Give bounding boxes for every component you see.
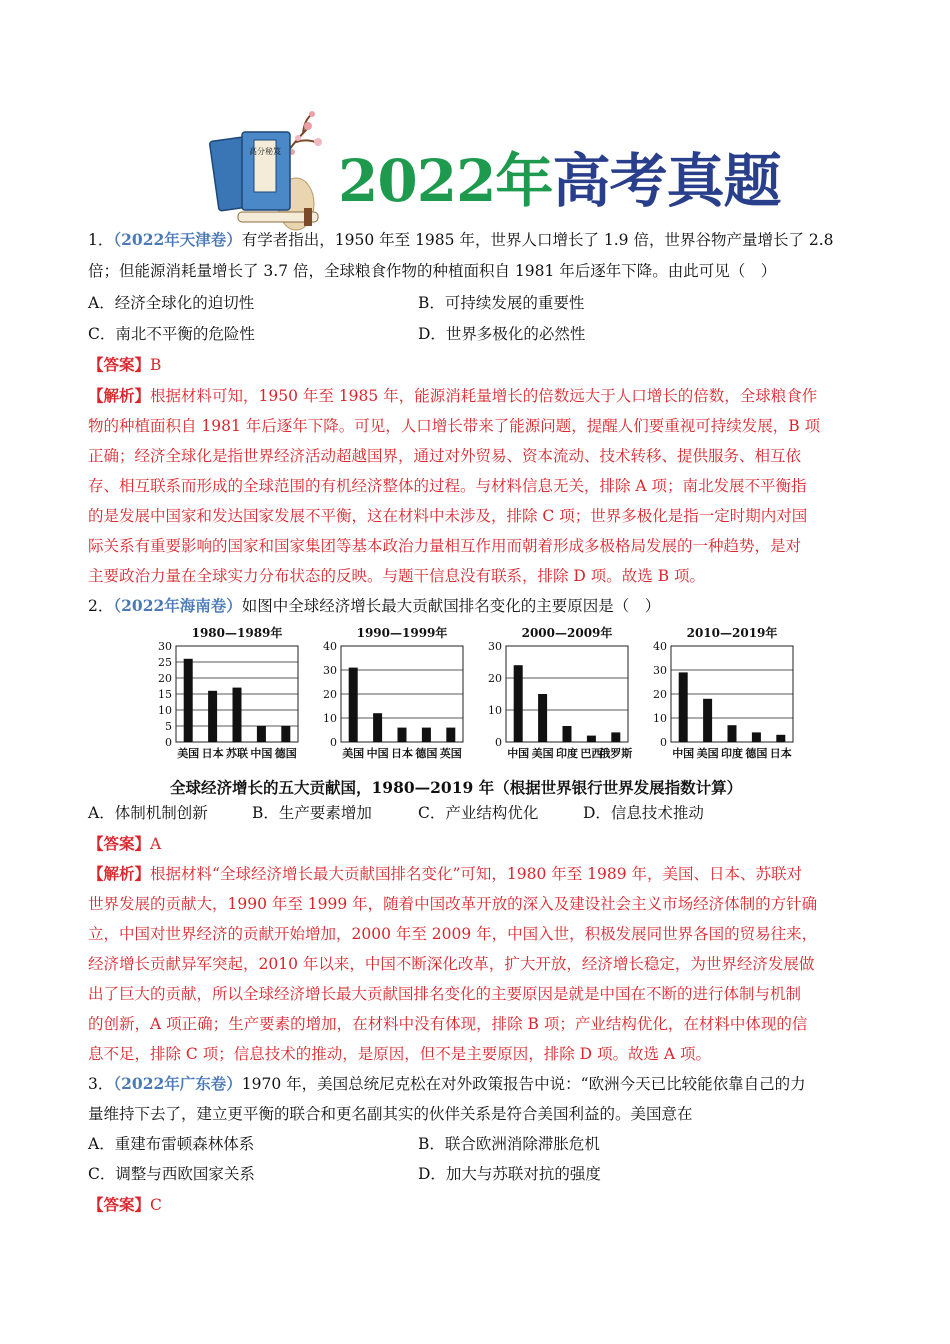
q1-analysis-line: 主要政治力量在全球实力分布状态的反映。与题干信息没有联系，排除 D 项。故选 B 项。 — [88, 567, 706, 585]
y-tick-label: 25 — [158, 656, 172, 669]
bar — [752, 732, 761, 742]
chart-title: 1980—1989年 — [191, 626, 283, 640]
q1-analysis-line: 的是发展中国家和发达国家发展不平衡，这在材料中未涉及，排除 C 项；世界多极化是指一定时期内对国 — [88, 507, 808, 525]
bar — [611, 732, 620, 742]
q1-option-a: A．经济全球化的迫切性 — [88, 294, 255, 312]
y-tick-label: 30 — [488, 640, 502, 653]
q1-analysis-tag: 【解析】 — [88, 386, 151, 405]
q2-analysis-text: 根据材料“全球经济增长最大贡献国排名变化”可知，1980 年至 1989 年，美国、日本、苏联对 — [150, 865, 803, 883]
category-label: 日本 — [769, 747, 792, 760]
q2-analysis-line: 的创新，A 项正确；生产要素的增加，在材料中没有体现，排除 B 项；产业结构优化，在材料中体现的信 — [88, 1015, 808, 1033]
q2-analysis-line: 出了巨大的贡献，所以全球经济增长最大贡献国排名变化的主要原因是就是中国在不断的进行体制与机制 — [88, 985, 802, 1003]
y-tick-label: 20 — [488, 672, 502, 685]
q3-stem-line-1 — [88, 1074, 806, 1094]
q2-analysis-line: 经济增长贡献异军突起，2010 年以来，中国不断深化改革，扩大开放，经济增长稳定，为世界经济发展做 — [88, 955, 815, 973]
q1-option-b: B．可持续发展的重要性 — [418, 294, 585, 312]
chart-panel-2 — [313, 624, 473, 766]
y-tick-label: 40 — [653, 640, 667, 653]
y-tick-label: 0 — [495, 736, 502, 749]
q1-analysis-line — [88, 386, 817, 406]
q3-answer-value: C — [150, 1196, 162, 1214]
category-label: 英国 — [439, 747, 462, 760]
y-tick-label: 30 — [653, 664, 667, 677]
bar — [446, 728, 455, 742]
category-label: 印度 — [556, 747, 578, 760]
q2-analysis-line — [88, 864, 802, 884]
q1-answer — [88, 355, 161, 375]
bar — [538, 694, 547, 742]
q2-answer-value: A — [150, 835, 162, 853]
category-label: 美国 — [696, 747, 719, 760]
q1-source: （2022年天津卷） — [113, 230, 242, 249]
category-label: 俄罗斯 — [599, 747, 633, 760]
book-label: 高分秘笈 — [249, 147, 281, 156]
q3-answer-tag: 【答案】 — [88, 1195, 151, 1214]
q2-analysis-line: 息不足，排除 C 项；信息技术的推动，是原因，但不是主要原因，排除 D 项。故选 A 项。 — [88, 1045, 712, 1063]
category-label: 中国 — [672, 747, 695, 760]
q1-stem-1: 有学者指出，1950 年至 1985 年，世界人口增长了 1.9 倍，世界谷物产量增长了 2.8 — [241, 231, 834, 249]
q3-number: 3． — [88, 1075, 114, 1093]
bar — [349, 668, 358, 742]
category-label: 德国 — [274, 747, 297, 760]
q2-number: 2． — [88, 597, 114, 615]
bar — [776, 735, 785, 742]
q1-analysis-text: 根据材料可知，1950 年至 1985 年，能源消耗量增长的倍数远大于人口增长的倍数，全球粮食作 — [150, 387, 818, 405]
q3-stem-1: 1970 年，美国总统尼克松在对外政策报告中说：“欧洲今天已比较能依靠自己的力 — [241, 1075, 806, 1093]
q1-analysis-line: 存、相互联系而形成的全球范围的有机经济整体的过程。与材料信息无关，排除 A 项；南北发展不平衡指 — [88, 477, 807, 495]
bar — [728, 725, 737, 742]
y-tick-label: 0 — [330, 736, 337, 749]
y-tick-label: 20 — [158, 672, 172, 685]
y-tick-label: 15 — [158, 688, 172, 701]
bar — [257, 726, 266, 742]
chart-title: 2000—2009年 — [521, 626, 613, 640]
category-label: 中国 — [507, 747, 530, 760]
y-tick-label: 0 — [660, 736, 667, 749]
q3-stem-2: 量维持下去了，建立更平衡的联合和更名副其实的伙伴关系是符合美国利益的。美国意在 — [88, 1105, 693, 1123]
bar — [398, 728, 407, 742]
chart-panel-4 — [643, 624, 803, 766]
bar — [184, 659, 193, 742]
q2-option-b: B．生产要素增加 — [252, 804, 372, 822]
bar — [373, 713, 382, 742]
bar-chart — [148, 624, 308, 766]
y-tick-label: 5 — [165, 720, 172, 733]
q1-stem-line-1 — [88, 230, 834, 250]
bar — [281, 726, 290, 742]
category-label: 美国 — [342, 747, 365, 760]
q2-stem-line — [88, 596, 660, 616]
bar-chart — [313, 624, 473, 766]
q2-option-a: A．体制机制创新 — [88, 804, 208, 822]
y-tick-label: 10 — [323, 712, 337, 725]
category-label: 印度 — [721, 747, 743, 760]
q2-stem: 如图中全球经济增长最大贡献国排名变化的主要原因是（ ） — [241, 597, 661, 615]
q2-analysis-tag: 【解析】 — [88, 864, 151, 883]
bar — [563, 726, 572, 742]
q2-answer-tag: 【答案】 — [88, 834, 151, 853]
category-label: 美国 — [531, 747, 554, 760]
bar-chart-group — [148, 624, 798, 774]
bar — [703, 699, 712, 742]
chart-panel-1 — [148, 624, 308, 766]
title-text: 高考真题 — [552, 147, 781, 215]
q1-answer-tag: 【答案】 — [88, 355, 151, 374]
q3-option-d: D．加大与苏联对抗的强度 — [418, 1165, 601, 1183]
q1-number: 1． — [88, 231, 114, 249]
q1-analysis-line: 际关系有重要影响的国家和国家集团等基本政治力量相互作用而朝着形成多极格局发展的一种趋势，是对 — [88, 537, 802, 555]
category-label: 德国 — [745, 747, 768, 760]
chart-panel-3 — [478, 624, 638, 766]
q2-analysis-line: 世界发展的贡献大，1990 年至 1999 年，随着中国改革开放的深入及建设社会主义市场经济体制的方针确 — [88, 895, 818, 913]
bar — [587, 736, 596, 742]
q2-source: （2022年海南卷） — [113, 596, 242, 615]
y-tick-label: 20 — [653, 688, 667, 701]
bar-chart — [643, 624, 803, 766]
y-tick-label: 20 — [323, 688, 337, 701]
q1-answer-value: B — [150, 356, 162, 374]
q1-stem-2: 倍；但能源消耗量增长了 3.7 倍，全球粮食作物的种植面积自 1981 年后逐年下降。由此可见（ ） — [88, 262, 777, 280]
q3-option-a: A．重建布雷顿森林体系 — [88, 1135, 255, 1153]
q3-option-b: B．联合欧洲消除滞胀危机 — [418, 1135, 600, 1153]
chart-title: 1990—1999年 — [356, 626, 448, 640]
q1-option-d: D．世界多极化的必然性 — [418, 325, 586, 343]
bar — [514, 665, 523, 742]
category-label: 日本 — [391, 747, 413, 760]
q2-answer — [88, 834, 161, 854]
bar — [208, 691, 217, 742]
category-label: 巴西 — [580, 747, 603, 760]
q2-analysis-line: 立，中国对世界经济的贡献开始增加，2000 年至 2009 年，中国入世，积极发展同世界各国的贸易往来， — [88, 925, 818, 943]
chart-caption: 全球经济增长的五大贡献国，1980—2019 年（根据世界银行世界发展指数计算） — [170, 778, 743, 797]
y-tick-label: 30 — [158, 640, 172, 653]
category-label: 美国 — [177, 747, 200, 760]
category-label: 中国 — [366, 747, 389, 760]
q2-option-c: C．产业结构优化 — [418, 804, 539, 822]
header-banner — [208, 108, 781, 236]
title-year: 2022年 — [338, 147, 553, 215]
y-tick-label: 10 — [488, 704, 502, 717]
q1-option-c: C．南北不平衡的危险性 — [88, 325, 255, 343]
bar-chart — [478, 624, 638, 766]
category-label: 德国 — [415, 747, 438, 760]
category-label: 苏联 — [226, 747, 248, 760]
q3-option-c: C．调整与西欧国家关系 — [88, 1165, 255, 1183]
q1-analysis-line: 正确；经济全球化是指世界经济活动超越国界，通过对外贸易、资本流动、技术转移、提供服务、相互依 — [88, 447, 802, 465]
y-tick-label: 10 — [653, 712, 667, 725]
bar — [422, 728, 431, 742]
page-title — [338, 134, 780, 218]
book-illustration-icon — [208, 108, 338, 236]
category-label: 中国 — [250, 747, 273, 760]
bar — [233, 688, 242, 742]
bar — [679, 672, 688, 742]
y-tick-label: 10 — [158, 704, 172, 717]
chart-title: 2010—2019年 — [686, 626, 778, 640]
category-label: 日本 — [201, 747, 224, 760]
y-tick-label: 40 — [323, 640, 337, 653]
y-tick-label: 30 — [323, 664, 337, 677]
q1-analysis-line: 物的种植面积自 1981 年后逐年下降。可见，人口增长带来了能源问题，提醒人们要重视可持续发展，B 项 — [88, 417, 821, 435]
y-tick-label: 0 — [165, 736, 172, 749]
q3-answer — [88, 1195, 162, 1215]
q3-source: （2022年广东卷） — [113, 1074, 242, 1093]
q2-option-d: D．信息技术推动 — [583, 804, 704, 822]
